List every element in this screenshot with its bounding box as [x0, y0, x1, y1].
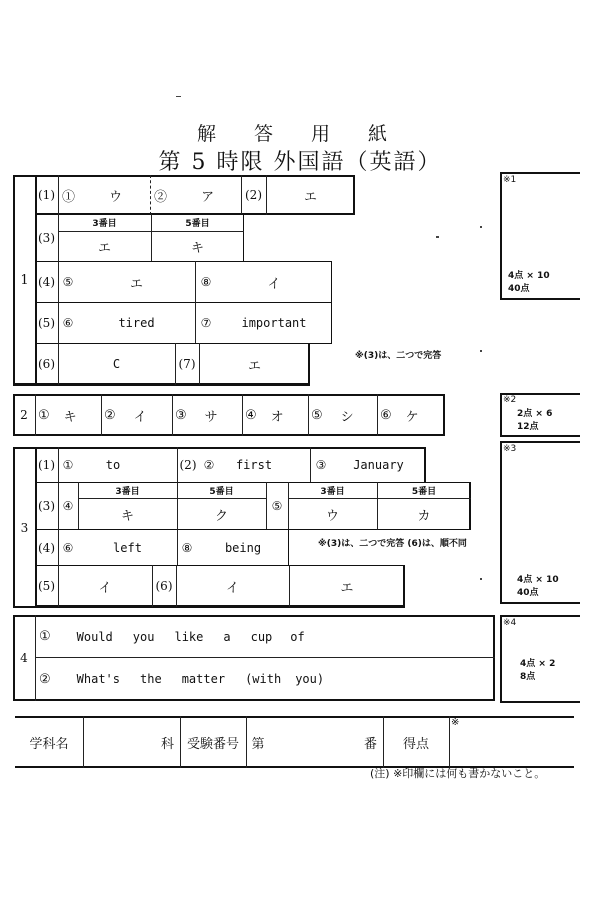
q2-item-5-answer: シ [340, 409, 354, 425]
q4-1-word-6: of [290, 629, 305, 644]
q3-footnote: ※(3)は、二つで完答 (6)は、順不同 [318, 538, 467, 549]
q1-1-answer-2: ② ア [154, 189, 215, 205]
q2-item-5-num: ⑤ [311, 407, 323, 423]
q3-4-circle-6: ⑥ [62, 540, 74, 555]
q2-item-4-answer: オ [270, 409, 284, 425]
q3-3-5-answer-3rd: ウ [325, 508, 339, 524]
q1-5-circle-7: ⑦ [200, 316, 212, 330]
q2-item-4 [243, 394, 308, 436]
q2-item-4-num: ④ [245, 407, 257, 423]
q3-4-label: (4) [38, 540, 55, 555]
q4-2-word-3: matter [181, 672, 226, 686]
score-box-3-mark: ※3 [503, 444, 517, 454]
q1-4-answer-8: イ [267, 276, 281, 292]
q1-6-answer: C [112, 357, 121, 371]
q1-5-circle-6: ⑥ [62, 316, 74, 330]
q3-6-label: (6) [155, 579, 173, 593]
q1-4-answer-5: エ [129, 276, 143, 292]
section-3-number: 3 [20, 520, 29, 535]
period-subject-title: 第 5 時限 外国語（英語） [158, 149, 442, 175]
q3-6-answer-1: イ [225, 580, 239, 596]
q3-1-circle-2: ② [203, 458, 215, 472]
score-box-3-total: 40点 [517, 587, 539, 598]
q2-item-2 [102, 394, 172, 436]
q3-3-circle-4: ④ [62, 499, 74, 513]
q4-circle-2: ② [39, 671, 51, 687]
q3-5-label: (5) [38, 579, 55, 593]
q3-5-answer: イ [98, 580, 112, 596]
q1-4-circle-8: ⑧ [200, 275, 212, 289]
q4-answer-2 [36, 658, 492, 700]
q1-3-header-5th: 5番目 [185, 219, 210, 229]
q4-1-word-4: a [223, 629, 231, 644]
q4-1-word-3: like [174, 629, 204, 644]
footer-table [15, 716, 574, 768]
q1-7-label: (7) [178, 357, 196, 371]
q1-1-answer-1: ① ウ [62, 189, 123, 205]
scan-speck [480, 578, 482, 580]
q3-3-5-header-5th: 5番目 [411, 486, 437, 497]
q3-6-answer-2: エ [340, 580, 354, 596]
q4-2-word-1: What's [76, 672, 121, 686]
q3-3-4-header-3rd: 3番目 [115, 486, 140, 497]
exam-number-prefix: 第 [251, 736, 265, 752]
scan-speck [436, 236, 439, 238]
q1-3-answer-3rd: エ [97, 241, 111, 256]
q2-item-2-num: ② [104, 407, 116, 423]
q3-3-label: (3) [38, 499, 55, 513]
q1-2-answer: エ [303, 189, 317, 205]
q3-4-answer-8: being [224, 540, 262, 555]
q3-1-answer-1: to [105, 458, 121, 472]
q4-1-word-2: you [132, 629, 155, 644]
section-1-number: 1 [20, 272, 29, 288]
q4-2-word-2: the [140, 672, 162, 686]
scan-speck [176, 96, 181, 97]
q2-item-1 [36, 394, 101, 436]
score-mark: ※ [451, 716, 460, 728]
q1-4-circle-5: ⑤ [62, 275, 74, 289]
q1-5-answer-6: tired [118, 316, 155, 330]
q3-3-5-header-3rd: 3番目 [320, 486, 345, 497]
q2-item-3 [173, 394, 242, 436]
score-box-1-rate: 4点 × 10 [508, 270, 550, 281]
score-label: 得点 [402, 736, 429, 752]
q3-1-answer-3: January [353, 458, 404, 472]
q3-2-label: (2) [179, 458, 197, 472]
q1-3-answer-5th: キ [190, 241, 204, 256]
q1-footnote: ※(3)は、二つで完答 [355, 350, 442, 361]
q2-item-2-answer: イ [133, 409, 147, 425]
q4-1-word-5: cup [250, 629, 273, 644]
exam-number-suffix: 番 [363, 736, 377, 752]
bottom-note: (注) ※印欄には何も書かないこと。 [370, 767, 546, 780]
q1-5-answer-7: important [241, 316, 307, 330]
q2-item-6 [378, 394, 445, 436]
q3-3-4-answer-3rd: キ [120, 508, 134, 524]
q1-1-label: (1) [38, 188, 55, 202]
scan-speck [480, 350, 482, 352]
q1-3-label: (3) [38, 231, 55, 245]
score-box-2-rate: 2点 × 6 [517, 408, 553, 419]
q1-6-label: (6) [38, 357, 55, 371]
q3-3-4-answer-5th: ク [214, 508, 228, 524]
score-box-1-mark: ※1 [503, 175, 517, 185]
exam-number-label: 受験番号 [186, 736, 239, 752]
q3-1-circle-1: ① [62, 458, 74, 472]
q3-1-label: (1) [38, 458, 55, 472]
q3-4-circle-8: ⑧ [181, 540, 193, 555]
q1-3-header-3rd: 3番目 [92, 219, 117, 229]
q4-2-word-5: you) [295, 672, 325, 686]
q2-item-5 [309, 394, 377, 436]
q2-item-3-answer: サ [204, 409, 218, 425]
score-box-3-rate: 4点 × 10 [517, 574, 559, 585]
q3-3-4-header-5th: 5番目 [209, 486, 234, 497]
score-box-1-total: 40点 [508, 283, 530, 294]
section-2-number: 2 [20, 408, 28, 422]
score-box-4-total: 8点 [520, 671, 536, 682]
q2-item-6-num: ⑥ [380, 407, 392, 423]
score-box-4-mark: ※4 [503, 618, 517, 628]
q3-1-circle-3: ③ [315, 458, 327, 472]
sheet-title: 解 答 用 紙 [196, 122, 404, 145]
q4-answer-1 [36, 616, 492, 657]
q2-item-3-num: ③ [175, 407, 187, 423]
q2-item-1-num: ① [38, 407, 50, 423]
q3-3-circle-5: ⑤ [271, 499, 283, 513]
score-box-4-rate: 4点 × 2 [520, 658, 556, 669]
q3-1-answer-2: first [235, 458, 273, 472]
q3-3-5-answer-5th: カ [417, 508, 431, 524]
q4-circle-1: ① [39, 629, 51, 644]
department-label: 学科名 [29, 736, 69, 752]
q4-1-word-1: Would [76, 629, 113, 644]
q1-2-label: (2) [245, 188, 262, 202]
score-box-2-total: 12点 [517, 421, 539, 432]
department-suffix: 科 [160, 736, 174, 752]
q3-4-answer-6: left [113, 540, 142, 555]
q4-2-word-4: (with [245, 672, 282, 686]
section-4-number: 4 [20, 651, 28, 665]
q1-7-answer: エ [247, 358, 261, 374]
q2-item-1-answer: キ [63, 409, 77, 425]
q1-5-label: (5) [38, 316, 55, 330]
q2-item-6-answer: ケ [405, 409, 419, 425]
q1-4-label: (4) [38, 275, 55, 289]
scan-speck [480, 226, 482, 228]
score-box-2-mark: ※2 [503, 395, 517, 405]
